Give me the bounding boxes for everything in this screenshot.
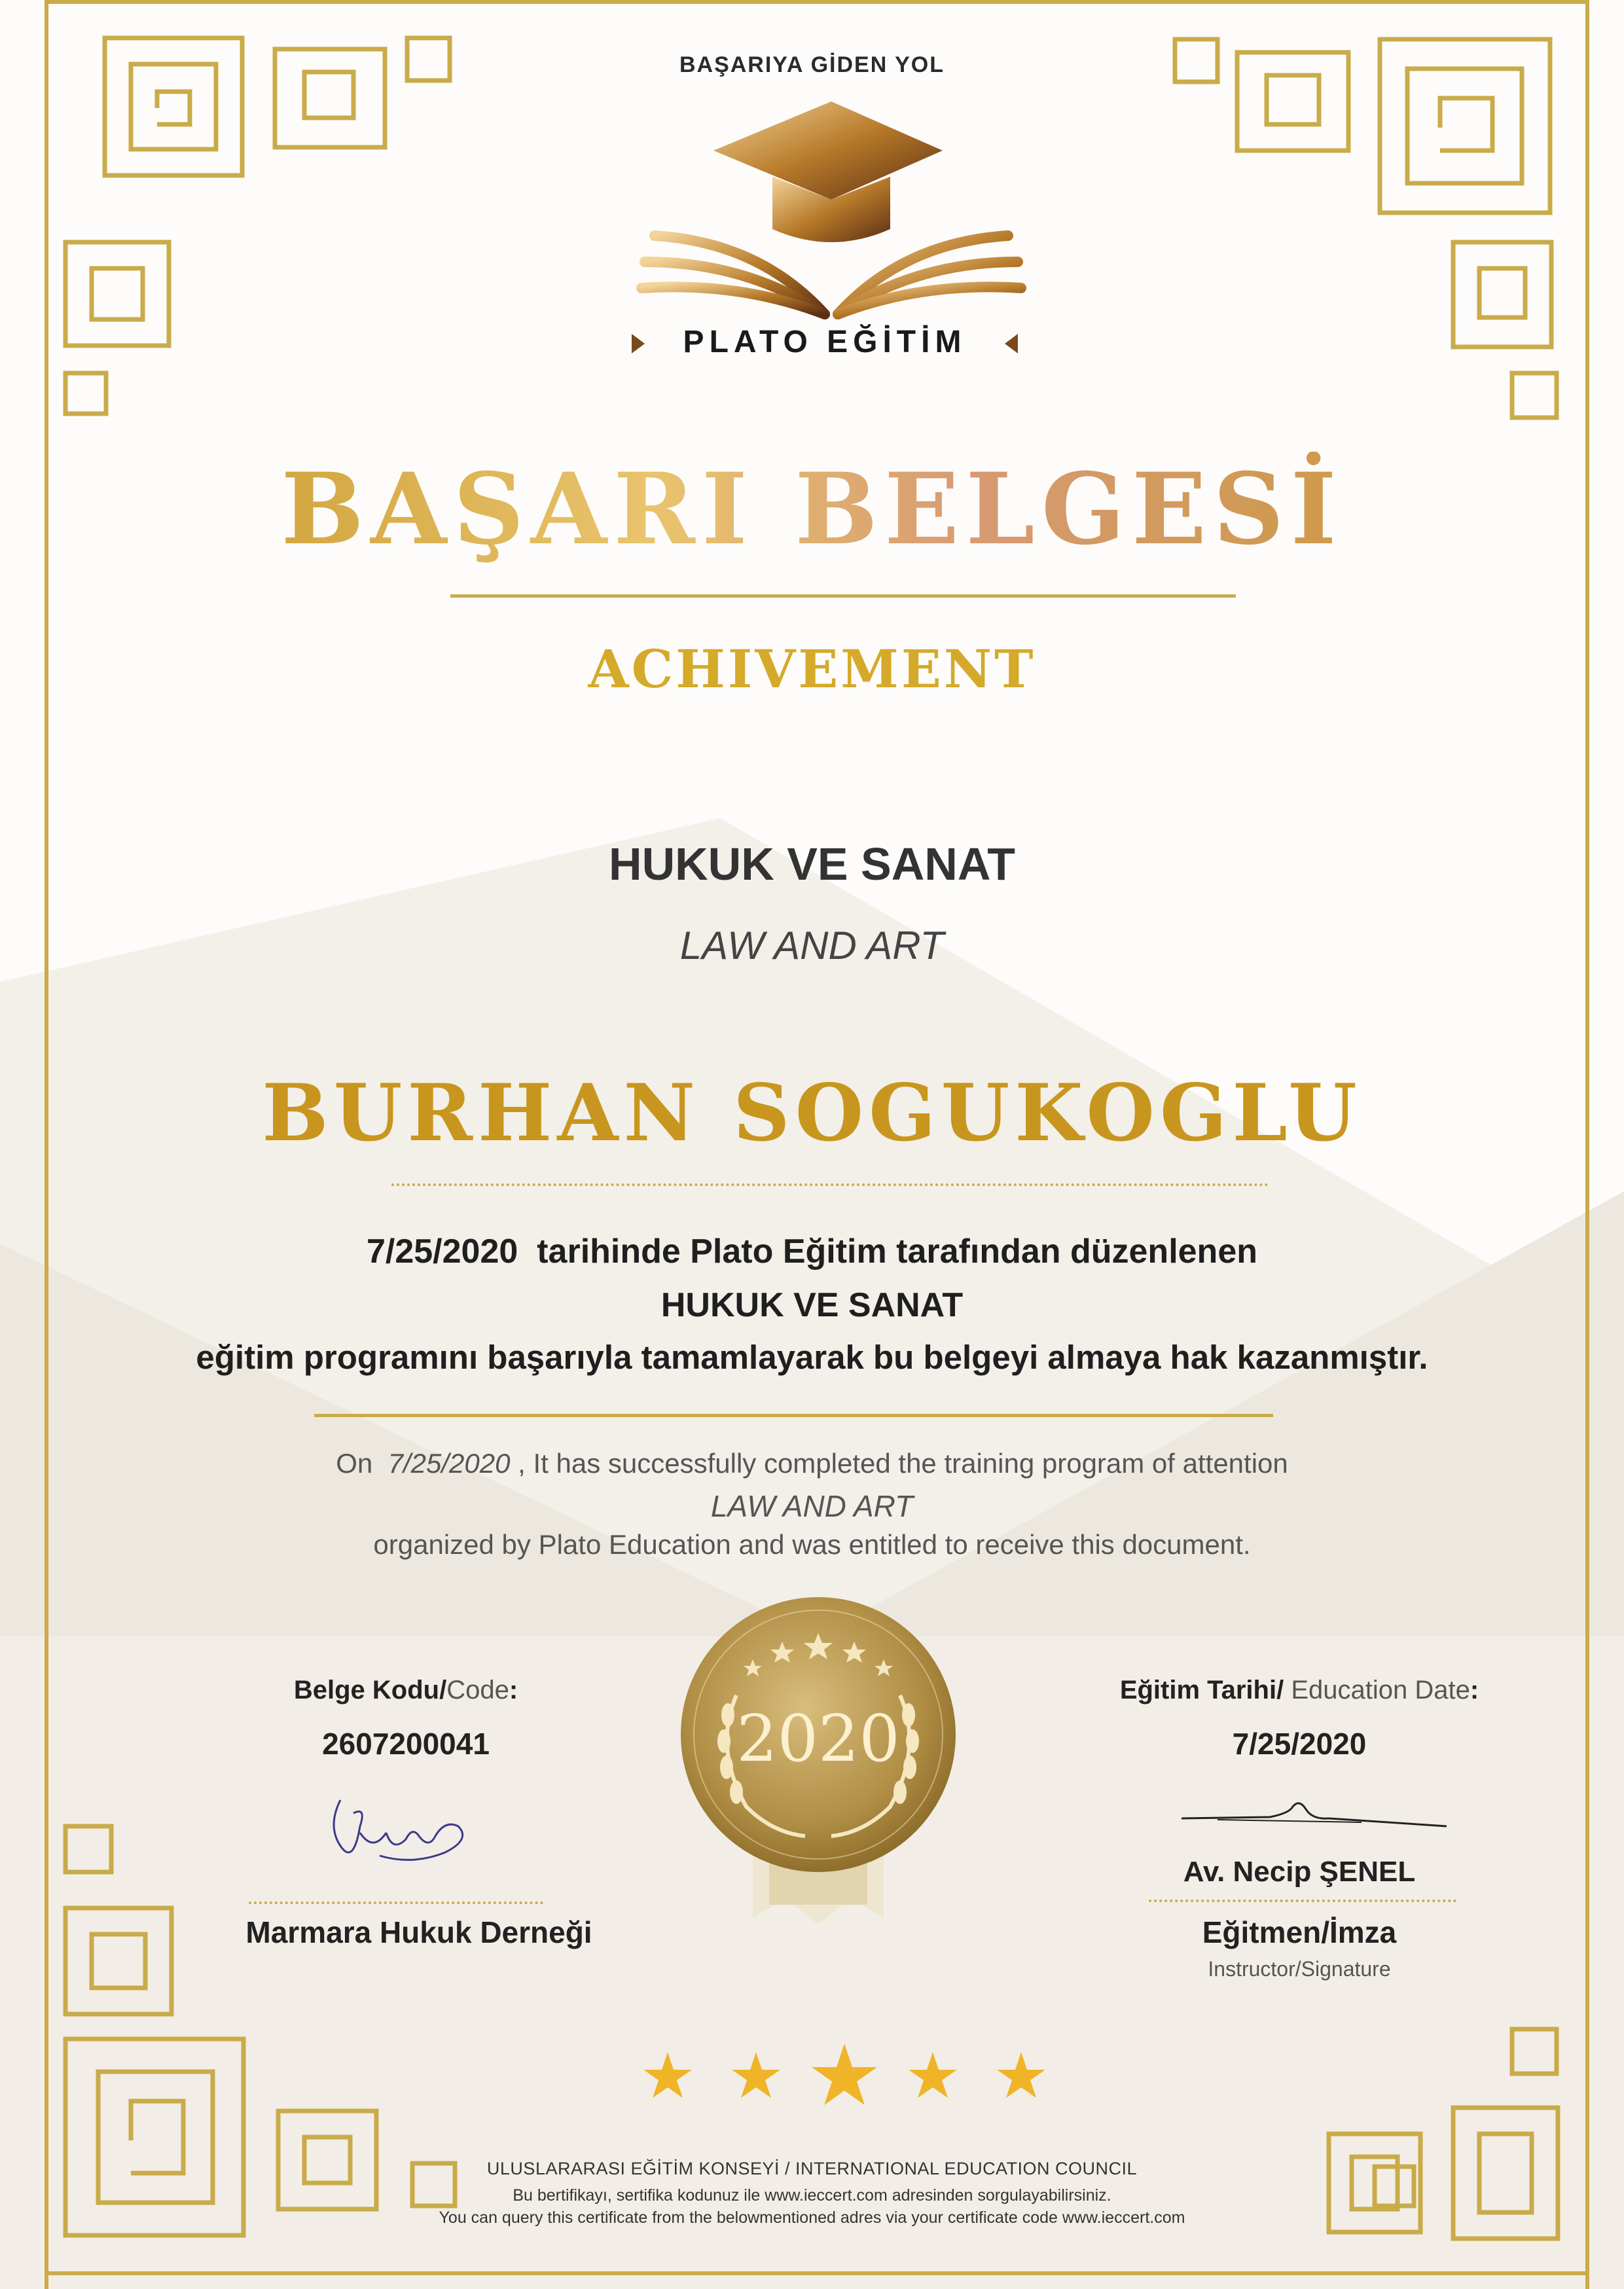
date-block (1087, 1676, 1512, 1761)
seal-year: 2020 (736, 1702, 900, 1776)
instructor-role-en: Instructor/Signature (1208, 1957, 1391, 1981)
body-divider (314, 1414, 1273, 1417)
footer-council: ULUSLARARASI EĞİTİM KONSEYİ / INTERNATIONAL EDUCATION COUNCIL (486, 2159, 1138, 2178)
title-divider (450, 594, 1236, 598)
year-seal (674, 1597, 962, 1938)
body-tr-line3: eğitim programını başarıyla tamamlayarak bu belgeyi almaya hak kazanmıştır. (196, 1339, 1428, 1376)
body-en-line1 (0, 1448, 1624, 1479)
body-en-date: 7/25/2020 (388, 1448, 511, 1479)
star-icon (909, 2052, 957, 2098)
footer-query-tr: Bu bertifikayı, sertifika kodunuz ile www.ieccert.com adresinden sorgulayabilirsiniz. (513, 2186, 1111, 2205)
recipient-name: BURHAN SOGUKOGLU (262, 1067, 1362, 1159)
code-block (236, 1676, 576, 1761)
body-en-on: On (336, 1448, 373, 1479)
body-tr-course: HUKUK VE SANAT (660, 1286, 964, 1324)
certificate-title: BAŞARI BELGESİ (0, 452, 1624, 567)
star-icon (812, 2044, 877, 2105)
rating-stars (641, 2042, 1047, 2114)
footer-query-en: You can query this certificate from the belowmentioned adres via your certificate code www.ieccert.com (439, 2208, 1185, 2227)
right-signature-line (1149, 1900, 1456, 1902)
date-label-colon: : (1470, 1676, 1479, 1704)
star-icon (997, 2052, 1045, 2098)
star-icon (732, 2052, 780, 2098)
left-signature (314, 1774, 484, 1872)
body-tr-line1 (0, 1232, 1624, 1271)
date-value: 7/25/2020 (1232, 1727, 1367, 1761)
course-title-tr: HUKUK VE SANAT (609, 838, 1015, 890)
body-tr-line1-text: tarihinde Plato Eğitim tarafından düzenlenen (537, 1233, 1258, 1271)
body-en-line1-text: , It has successfully completed the training program of attention (518, 1448, 1288, 1479)
course-title-en: LAW AND ART (679, 924, 945, 967)
date-label (1087, 1676, 1512, 1705)
body-tr-date: 7/25/2020 (366, 1233, 518, 1271)
date-label-en: Education Date (1284, 1676, 1470, 1704)
code-label (236, 1676, 576, 1705)
body-en-course: LAW AND ART (710, 1489, 914, 1523)
body-en-line3: organized by Plato Education and was entitled to receive this document. (373, 1529, 1251, 1560)
code-label-colon: : (509, 1676, 518, 1704)
name-underline (391, 1183, 1269, 1186)
code-label-en: Code (446, 1676, 509, 1704)
left-signature-line (249, 1901, 543, 1904)
logo-name: PLATO EĞİTİM (683, 325, 967, 359)
code-label-tr: Belge Kodu/ (293, 1676, 447, 1704)
date-label-tr: Eğitim Tarihi/ (1119, 1676, 1284, 1704)
org-name: Marmara Hukuk Derneği (245, 1915, 592, 1949)
right-signature (1178, 1793, 1453, 1839)
code-value: 2607200041 (322, 1727, 490, 1761)
logo-tagline: BAŞARIYA GİDEN YOL (679, 52, 945, 77)
star-icon (643, 2052, 692, 2098)
certificate-subtitle: ACHIVEMENT (588, 638, 1036, 700)
instructor-role-tr: Eğitmen/İmza (1202, 1915, 1397, 1949)
instructor-name: Av. Necip ŞENEL (1183, 1856, 1416, 1888)
